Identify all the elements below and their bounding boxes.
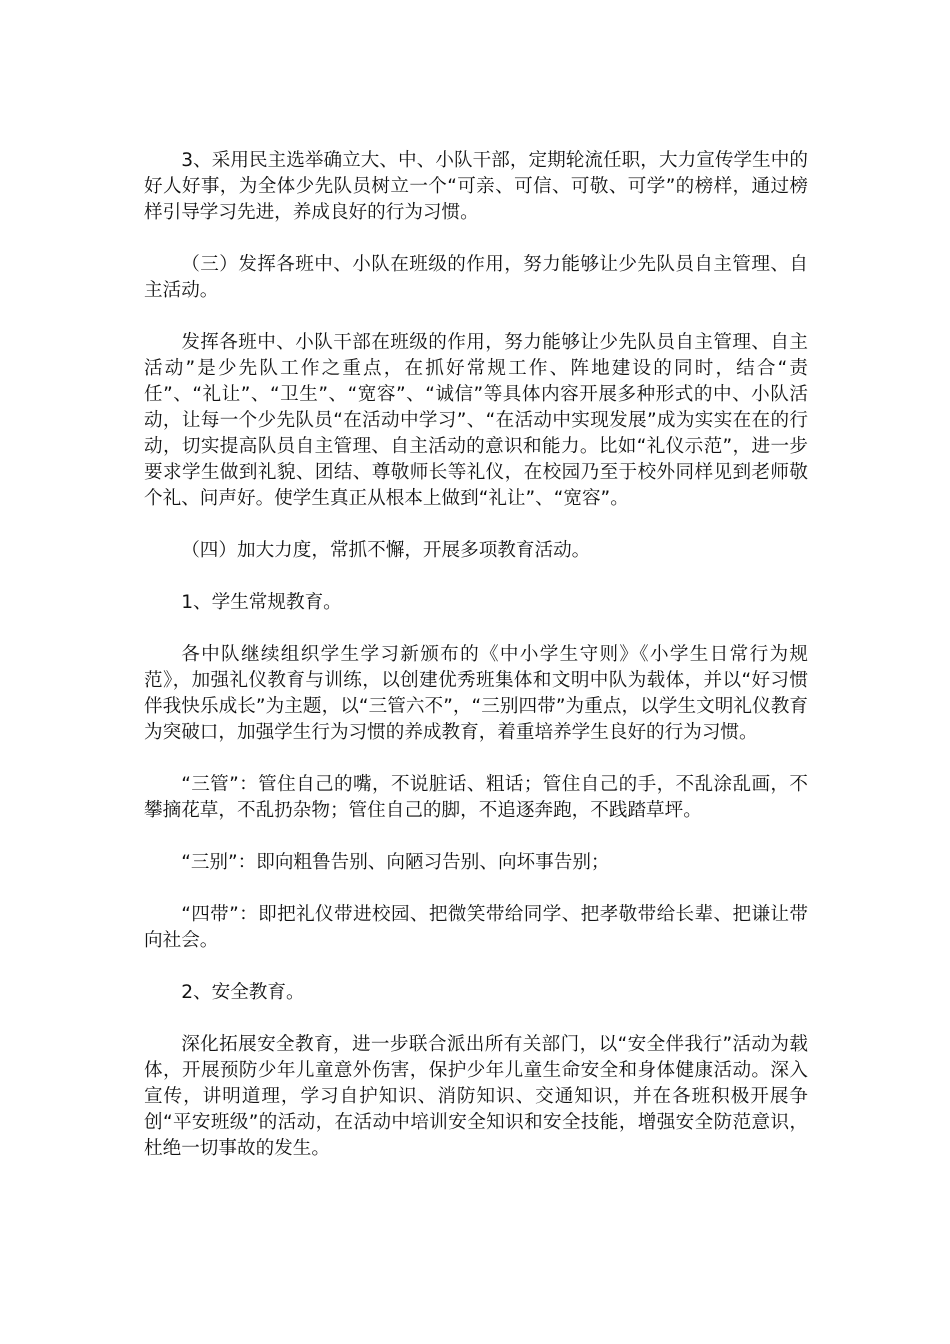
paragraph-cadre-election: 3、采用民主选举确立大、中、小队干部，定期轮流任职，大力宣传学生中的好人好事，为全体少先队员树立一个“可亲、可信、可敬、可学”的榜样，通过榜样引导学习先进，养成良好的行为习惯。	[144, 150, 808, 223]
paragraph-three-farewells: “三别”：即向粗鲁告别、向陋习告别、向坏事告别；	[181, 852, 610, 873]
heading-section-three: （三）发挥各班中、小队在班级的作用，努力能够让少先队员自主管理、自主活动。	[144, 254, 808, 301]
heading-safety-education: 2、安全教育。	[181, 982, 305, 1003]
paragraph-routine-education: 各中队继续组织学生学习新颁布的《中小学生守则》《小学生日常行为规范》，加强礼仪教育与训练，以创建优秀班集体和文明中队为载体，并以“好习惯伴我快乐成长”为主题，以“三管六不”，“三别四带”为重点，以学生文明礼仪教育为突破口，加强学生行为习惯的养成教育，着重培养学生良好的行为习惯。	[144, 644, 808, 743]
heading-routine-education: 1、学生常规教育。	[181, 592, 342, 613]
document-body	[144, 148, 808, 1188]
heading-section-four: （四）加大力度，常抓不懈，开展多项教育活动。	[181, 540, 591, 561]
paragraph-safety-education: 深化拓展安全教育，进一步联合派出所有关部门，以“安全伴我行”活动为载体，开展预防少年儿童意外伤害，保护少年儿童生命安全和身体健康活动。深入宣传，讲明道理，学习自护知识、消防知识、交通知识，并在各班积极开展争创“平安班级”的活动，在活动中培训安全知识和安全技能，增强安全防范意识，杜绝一切事故的发生。	[144, 1034, 808, 1159]
paragraph-self-management: 发挥各班中、小队干部在班级的作用，努力能够让少先队员自主管理、自主活动”是少先队工作之重点，在抓好常规工作、阵地建设的同时，结合“责任”、“礼让”、“卫生”、“宽容”、“诚信”等具体内容开展多种形式的中、小队活动，让每一个少先队员“在活动中学习”、“在活动中实现发展”成为实实在在的行动，切实提高队员自主管理、自主活动的意识和能力。比如“礼仪示范”，进一步要求学生做到礼貌、团结、尊敬师长等礼仪，在校园乃至于校外同样见到老师敬个礼、问声好。使学生真正从根本上做到“礼让”、“宽容”。	[144, 332, 808, 509]
paragraph-four-brings: “四带”：即把礼仪带进校园、把微笑带给同学、把孝敬带给长辈、把谦让带向社会。	[144, 904, 808, 951]
paragraph-three-controls: “三管”：管住自己的嘴，不说脏话、粗话；管住自己的手，不乱涂乱画，不攀摘花草，不乱扔杂物；管住自己的脚，不追逐奔跑，不践踏草坪。	[144, 774, 808, 821]
